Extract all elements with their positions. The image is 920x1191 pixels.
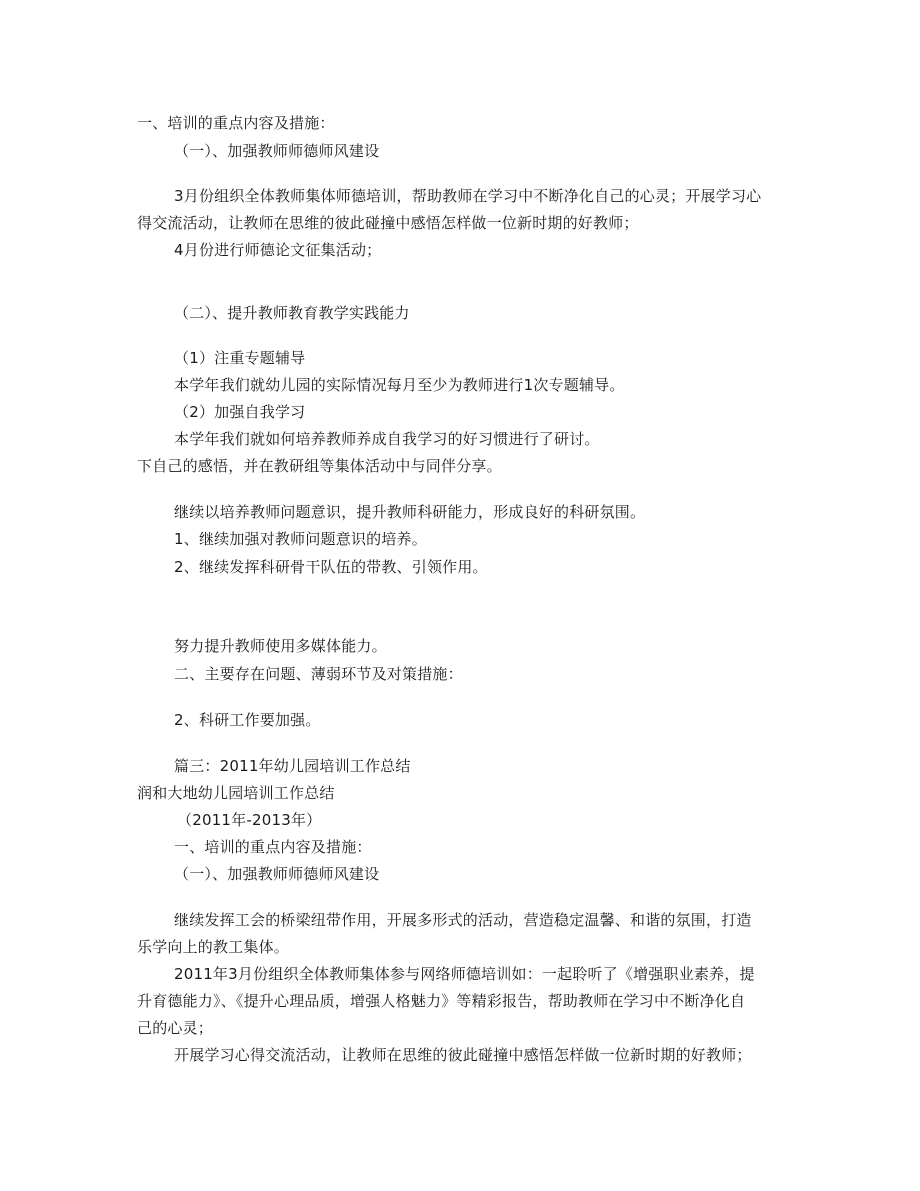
list-item-heading: （2）加强自我学习 (174, 403, 306, 421)
paragraph-line: 乐学向上的教工集体。 (137, 938, 290, 956)
paragraph-line: 努力提升教师使用多媒体能力。 (174, 637, 387, 655)
section-heading: 一、培训的重点内容及措施： (137, 114, 335, 132)
paragraph-line: 3月份组织全体教师集体师德培训，帮助教师在学习中不断净化自己的心灵；开展学习心 (174, 187, 762, 205)
paragraph-line: 本学年我们就幼儿园的实际情况每月至少为教师进行1次专题辅导。 (174, 376, 625, 394)
paragraph-line: 升育德能力》、《提升心理品质，增强人格魅力》等精彩报告，帮助教师在学习中不断净化自 (137, 992, 746, 1010)
subsection-heading: （二）、提升教师教育教学实践能力 (174, 304, 410, 322)
chapter-title: 篇三：2011年幼儿园培训工作总结 (174, 757, 411, 775)
paragraph-line: 下自己的感悟，并在教研组等集体活动中与同伴分享。 (137, 457, 502, 475)
subsection-heading: （一）、加强教师师德师风建设 (174, 865, 380, 883)
paragraph-line: 得交流活动，让教师在思维的彼此碰撞中感悟怎样做一位新时期的好教师； (137, 214, 639, 232)
section-heading: 一、培训的重点内容及措施： (174, 838, 372, 856)
list-item: 1、继续加强对教师问题意识的培养。 (174, 530, 427, 548)
document-subtitle: （2011年-2013年） (177, 811, 322, 829)
paragraph-line: 4月份进行师德论文征集活动； (174, 241, 382, 259)
document-title: 润和大地幼儿园培训工作总结 (137, 784, 335, 802)
paragraph-line: 己的心灵； (137, 1019, 214, 1037)
section-heading: 二、主要存在问题、薄弱环节及对策措施： (174, 665, 463, 683)
list-item-heading: （1）注重专题辅导 (174, 349, 306, 367)
subsection-heading: （一）、加强教师师德师风建设 (174, 142, 380, 160)
paragraph-line: 开展学习心得交流活动，让教师在思维的彼此碰撞中感悟怎样做一位新时期的好教师； (174, 1046, 752, 1064)
paragraph-line: 本学年我们就如何培养教师养成自我学习的好习惯进行了研讨。 (174, 430, 600, 448)
list-item: 2、科研工作要加强。 (174, 711, 321, 729)
paragraph-line: 继续发挥工会的桥梁纽带作用，开展多形式的活动，营造稳定温馨、和谐的氛围，打造 (174, 911, 752, 929)
paragraph-line: 2011年3月份组织全体教师集体参与网络师德培训如：一起聆听了《增强职业素养，提 (174, 965, 755, 983)
list-item: 2、继续发挥科研骨干队伍的带教、引领作用。 (174, 558, 488, 576)
paragraph-line: 继续以培养教师问题意识，提升教师科研能力，形成良好的科研氛围。 (174, 503, 646, 521)
